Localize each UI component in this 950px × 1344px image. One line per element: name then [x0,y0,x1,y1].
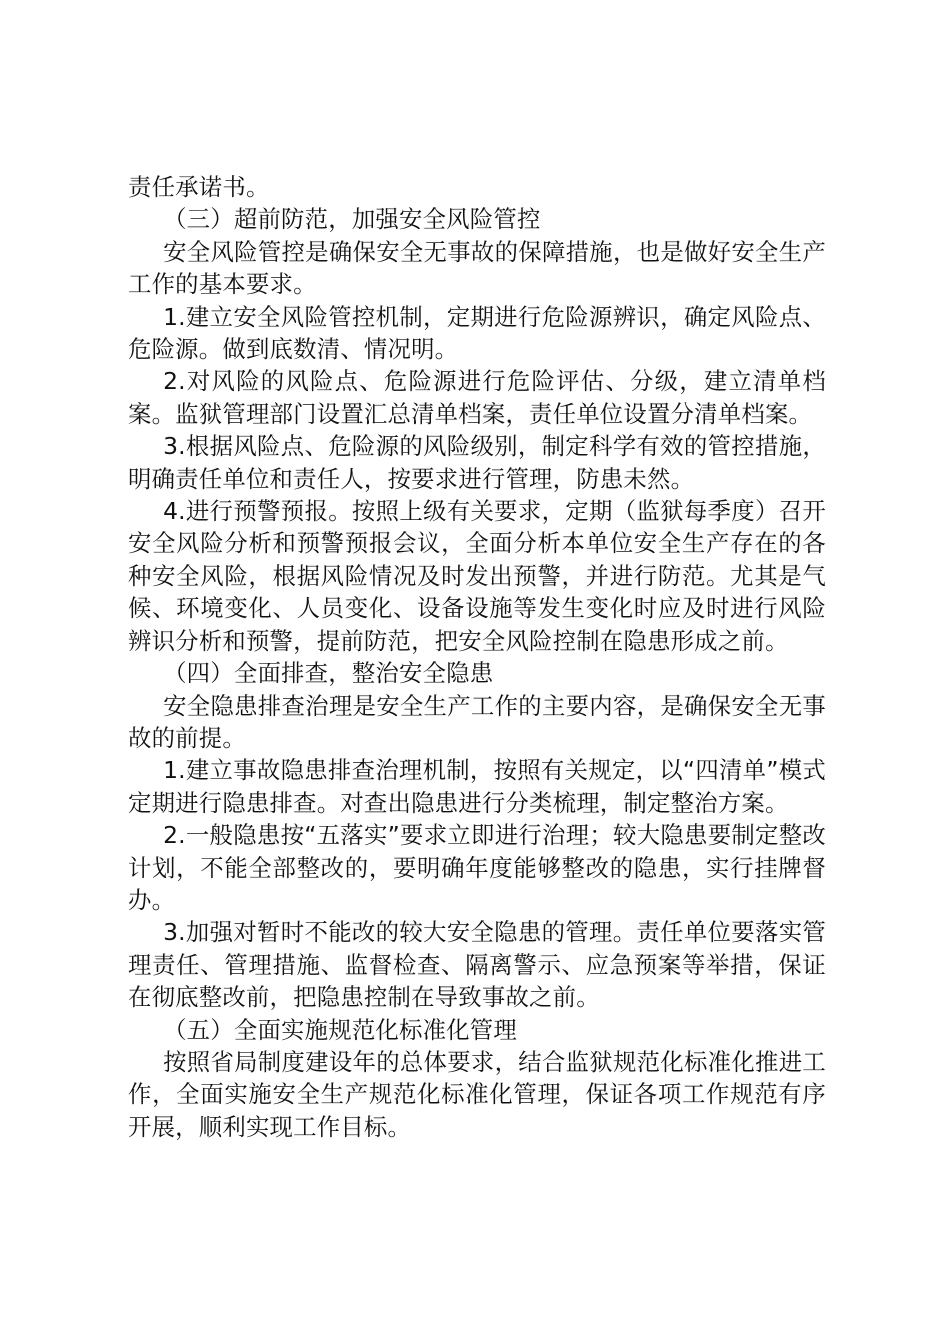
paragraph-hazard-item-2: 2.一般隐患按“五落实”要求立即进行治理；较大隐患要制定整改计划，不能全部整改的，要明确年度能够整改的隐患，实行挂牌督办。 [128,821,826,914]
section-heading-3: （三）超前防范，加强安全风险管控 [163,205,541,234]
paragraph-risk-item-2: 2.对风险的风险点、危险源进行危险评估、分级，建立清单档案。监狱管理部门设置汇总清单档案，责任单位设置分清单档案。 [128,367,826,428]
paragraph-continuation: 责任承诺书。 [128,173,270,201]
section-heading-5: （五）全面实施规范化标准化管理 [163,1015,517,1044]
paragraph-hazard-intro: 安全隐患排查治理是安全生产工作的主要内容，是确保安全无事故的前提。 [128,691,826,752]
paragraph-risk-item-4: 4.进行预警预报。按照上级有关要求，定期（监狱每季度）召开安全风险分析和预警预报会议，全面分析本单位安全生产存在的各种安全风险，根据风险情况及时发出预警，并进行防范。尤其是气候、环境变化、人员变化、设备设施等发生变化时应及时进行风险辨识分析和预警，提前防范，把安全风险控制在隐患形成之前。 [128,497,826,655]
paragraph-hazard-item-1: 1.建立事故隐患排查治理机制，按照有关规定，以“四清单”模式定期进行隐患排查。对查出隐患进行分类梳理，制定整治方案。 [128,756,826,817]
paragraph-risk-item-1: 1.建立安全风险管控机制，定期进行危险源辨识，确定风险点、危险源。做到底数清、情况明。 [128,302,826,364]
section-heading-4: （四）全面排查，整治安全隐患 [163,659,494,688]
paragraph-risk-item-3: 3.根据风险点、危险源的风险级别，制定科学有效的管控措施，明确责任单位和责任人，按要求进行管理，防患未然。 [128,432,826,493]
paragraph-standardization: 按照省局制度建设年的总体要求，结合监狱规范化标准化推进工作，全面实施安全生产规范化标准化管理，保证各项工作规范有序开展，顺利实现工作目标。 [128,1047,826,1141]
paragraph-risk-intro: 安全风险管控是确保安全无事故的保障措施，也是做好安全生产工作的基本要求。 [128,237,826,299]
document-body [128,171,826,1143]
paragraph-hazard-item-3: 3.加强对暂时不能改的较大安全隐患的管理。责任单位要落实管理责任、管理措施、监督检查、隔离警示、应急预案等举措，保证在彻底整改前，把隐患控制在导致事故之前。 [128,918,826,1012]
